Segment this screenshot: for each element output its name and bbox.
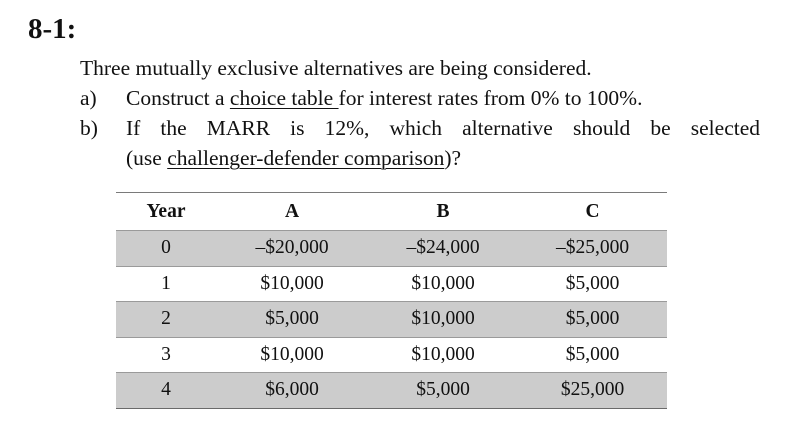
cash-flow-c: $25,000 bbox=[560, 379, 625, 401]
part-b-line-2 bbox=[126, 143, 760, 173]
cash-flow-b: $10,000 bbox=[411, 343, 475, 365]
cash-flow-b: $5,000 bbox=[416, 379, 470, 401]
table-row bbox=[116, 231, 667, 267]
part-b-text bbox=[126, 113, 760, 173]
cash-flow-c: –$25,000 bbox=[555, 237, 630, 259]
part-a-choice-table-term: choice table bbox=[229, 86, 339, 110]
part-a-label: a) bbox=[80, 86, 97, 110]
cash-flow-c: $5,000 bbox=[565, 308, 620, 330]
cash-flow-b: $10,000 bbox=[411, 308, 475, 330]
cash-flow-b: $10,000 bbox=[411, 272, 475, 294]
part-b-label: b) bbox=[80, 116, 98, 140]
year-cell: 4 bbox=[161, 379, 171, 401]
problem-number: 8-1: bbox=[28, 13, 77, 45]
part-a bbox=[80, 83, 760, 113]
table-row bbox=[116, 302, 667, 338]
cash-flow-c: $5,000 bbox=[565, 272, 620, 294]
cash-flow-a: $6,000 bbox=[265, 379, 319, 401]
part-b-line-1: If the MARR is 12%, which alternative should be selected bbox=[126, 116, 760, 140]
cash-flow-a: $10,000 bbox=[260, 272, 324, 294]
part-a-text-after: for interest rates from 0% to 100%. bbox=[338, 86, 643, 110]
year-cell: 2 bbox=[161, 308, 171, 330]
cash-flow-c: $5,000 bbox=[565, 343, 620, 365]
part-b-challenger-defender-term: challenger-defender comparison bbox=[167, 146, 445, 170]
cash-flow-a: $5,000 bbox=[265, 308, 319, 330]
problem-intro: Three mutually exclusive alternatives are being considered. bbox=[80, 56, 592, 80]
header-alternative-a: A bbox=[284, 200, 300, 222]
header-year: Year bbox=[146, 200, 186, 222]
cash-flow-a: –$20,000 bbox=[255, 237, 329, 259]
table-header-row bbox=[116, 193, 667, 231]
year-cell: 3 bbox=[161, 343, 171, 365]
part-b-line-2-after: )? bbox=[444, 146, 462, 170]
cash-flow-a: $10,000 bbox=[260, 343, 324, 365]
part-a-text bbox=[126, 83, 760, 113]
year-cell: 0 bbox=[161, 237, 171, 259]
header-alternative-c: C bbox=[585, 200, 600, 222]
table-row bbox=[116, 266, 667, 302]
cash-flow-b: –$24,000 bbox=[406, 237, 480, 259]
cash-flow-table bbox=[116, 192, 667, 409]
year-cell: 1 bbox=[161, 272, 171, 294]
header-alternative-b: B bbox=[436, 200, 450, 222]
table-row bbox=[116, 373, 667, 409]
part-b-line-2-before: (use bbox=[126, 146, 168, 170]
table-row bbox=[116, 337, 667, 373]
part-a-text-before: Construct a bbox=[126, 86, 230, 110]
part-b bbox=[80, 113, 760, 170]
